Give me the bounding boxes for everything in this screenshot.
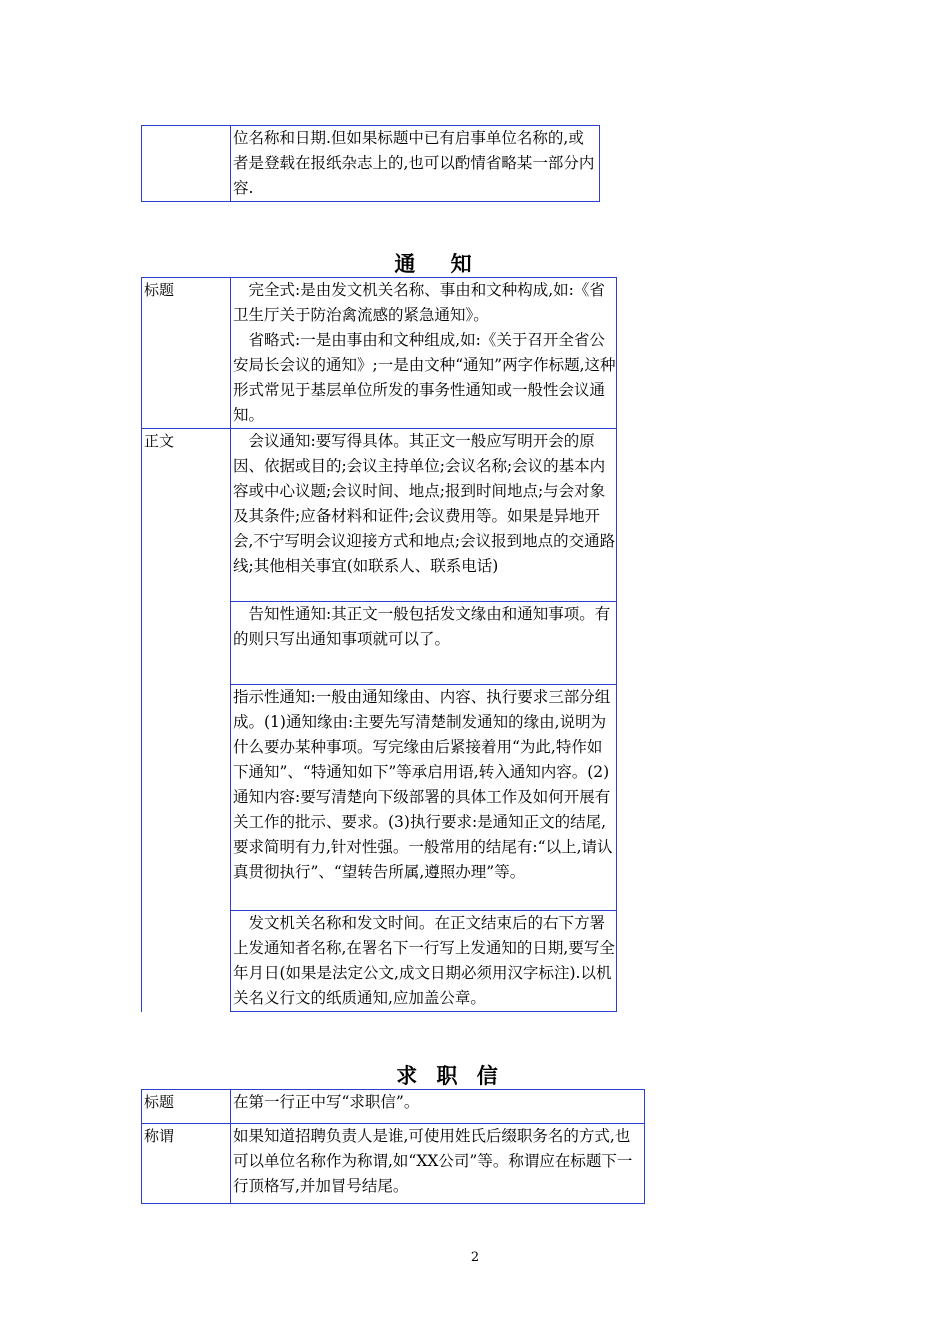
notice-inform-cell: 告知性通知:其正文一般包括发文缘由和通知事项。有的则只写出通知事项就可以了。 xyxy=(231,602,617,685)
notice-directive-cell: 指示性通知:一般由通知缘由、内容、执行要求三部分组成。(1)通知缘由:主要先写清楚制发通知的缘由,说明为什么要办某种事项。写完缘由后紧接着用“为此,特作如下通知”、“特通知如下”等承启用语,转入通知内容。(2)通知内容:要写清楚向下级部署的具体工作及如何开展有关工作的批示、要求。(3)执行要求:是通知正文的结尾,要求简明有力,针对性强。一般常用的结尾有:“以上,请认真贯彻执行”、“望转告所属,遵照办理”等。 xyxy=(231,685,617,911)
continuation-content-cell: 位名称和日期.但如果标题中已有启事单位名称的,或者是登载在报纸杂志上的,也可以酌情省略某一部分内容. xyxy=(231,126,600,202)
jobletter-title-text: 在第一行正中写“求职信”。 xyxy=(231,1090,645,1124)
notice-title-content: 完全式:是由发文机关名称、事由和文种构成,如:《省卫生厅关于防治禽流感的紧急通知》。 省略式:一是由事由和文种组成,如:《关于召开全省公安局长会议的通知》;一是由文种“通知”两字作标题,这种形式常见于基层单位所发的事务性通知或一般性会议通知。 xyxy=(233,281,616,424)
continuation-label-cell xyxy=(142,126,231,202)
notice-title-label: 标题 xyxy=(142,278,231,429)
notice-title-text xyxy=(231,278,617,429)
notice-heading: 通 知 xyxy=(394,251,486,276)
jobletter-salutation-label: 称谓 xyxy=(142,1124,231,1204)
notice-meeting-cell: 会议通知:要写得具体。其正文一般应写明开会的原因、依据或目的;会议主持单位;会议名称;会议的基本内容或中心议题;会议时间、地点;报到时间地点;与会对象及其条件;应备材料和证件;会议费用等。如果是异地开会,不宁写明会议迎接方式和地点;会议报到地点的交通路线;其他相关事宜(如联系人、联系电话) xyxy=(231,429,617,602)
jobletter-title-label: 标题 xyxy=(142,1090,231,1124)
continuation-table xyxy=(141,125,600,202)
jobletter-salutation-text: 如果知道招聘负责人是谁,可使用姓氏后缀职务名的方式,也可以单位名称作为称谓,如“XX公司”等。称谓应在标题下一行顶格写,并加冒号结尾。 xyxy=(231,1124,645,1204)
jobletter-table xyxy=(141,1089,645,1204)
page-number: 2 xyxy=(470,1250,480,1265)
notice-table xyxy=(141,277,617,1012)
jobletter-heading: 求 职 信 xyxy=(396,1063,504,1088)
notice-body-label: 正文 xyxy=(142,429,231,1012)
notice-signature-cell: 发文机关名称和发文时间。在正文结束后的右下方署上发通知者名称,在署名下一行写上发通知的日期,要写全年月日(如果是法定公文,成文日期必须用汉字标注).以机关名义行文的纸质通知,应加盖公章。 xyxy=(231,911,617,1012)
